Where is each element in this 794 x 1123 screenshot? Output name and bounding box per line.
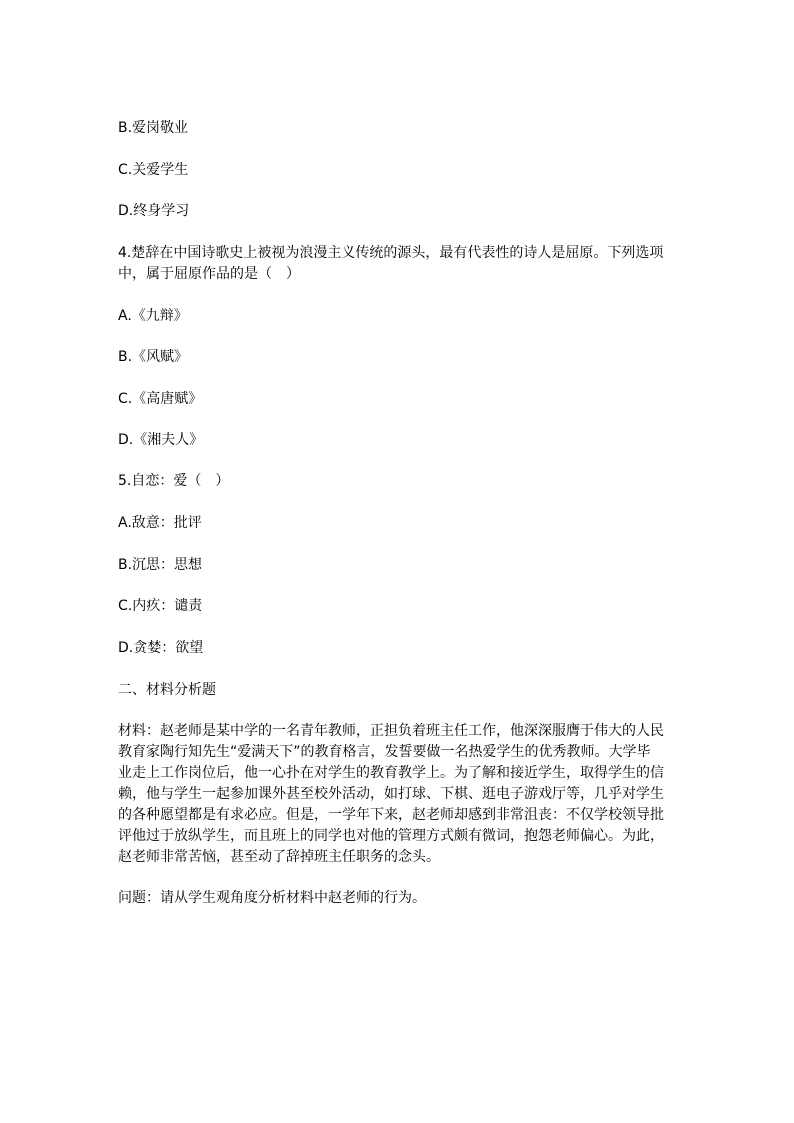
- q5-option-d: D.贪婪：欲望: [118, 640, 204, 656]
- q4-stem-line: 中，属于屈原作品的是（ ）: [118, 266, 300, 282]
- q4-option-c: C.《高唐赋》: [118, 391, 203, 407]
- material-line: 的各种愿望都是有求必应。但是，一学年下来，赵老师却感到非常沮丧：不仅学校领导批: [118, 807, 664, 823]
- q4-stem-line: 4.楚辞在中国诗歌史上被视为浪漫主义传统的源头，最有代表性的诗人是屈原。下列选项: [118, 245, 664, 261]
- q5-stem: 5.自恋：爱（ ）: [118, 473, 230, 489]
- q5-option-a: A.敌意：批评: [118, 515, 202, 531]
- q5-option-b: B.沉思：思想: [118, 557, 203, 573]
- material-line: 材料：赵老师是某中学的一名青年教师，正担负着班主任工作，他深深服膺于伟大的人民: [118, 723, 664, 739]
- analysis-question: 问题：请从学生观角度分析材料中赵老师的行为。: [118, 890, 426, 906]
- q4-option-d: D.《湘夫人》: [118, 432, 204, 448]
- material-line: 赵老师非常苦恼，甚至动了辞掉班主任职务的念头。: [118, 849, 440, 865]
- q3-option-c: C.关爱学生: [118, 162, 189, 178]
- section-heading: 二、材料分析题: [118, 682, 216, 698]
- q4-option-b: B.《风赋》: [118, 349, 189, 365]
- q3-option-b: B.爱岗敬业: [118, 120, 189, 136]
- q4-option-a: A.《九辩》: [118, 308, 188, 324]
- material-line: 业走上工作岗位后，他一心扑在对学生的教育教学上。为了解和接近学生，取得学生的信: [118, 765, 664, 781]
- q4-stem: [118, 243, 678, 285]
- material-line: 赖，他与学生一起参加课外甚至校外活动，如打球、下棋、逛电子游戏厅等，几乎对学生: [118, 786, 664, 802]
- q3-option-d: D.终身学习: [118, 203, 190, 219]
- material-paragraph: [118, 721, 678, 868]
- material-line: 教育家陶行知先生“爱满天下”的教育格言，发誓要做一名热爱学生的优秀教师。大学毕: [118, 744, 651, 760]
- q5-option-c: C.内疚：谴责: [118, 598, 203, 614]
- material-line: 评他过于放纵学生，而且班上的同学也对他的管理方式颇有微词，抱怨老师偏心。为此，: [118, 828, 664, 844]
